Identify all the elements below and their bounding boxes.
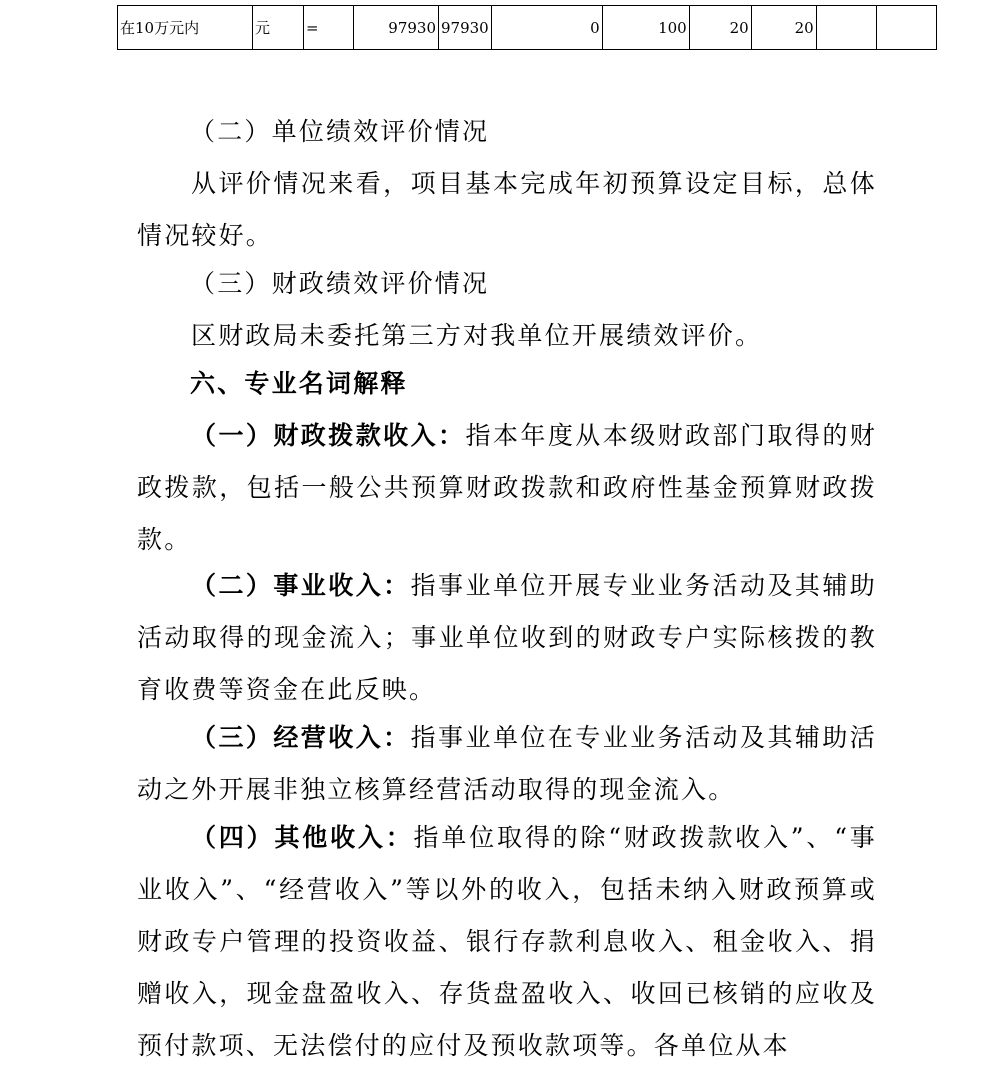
cell-operator: =: [304, 6, 354, 50]
paragraph-unit-evaluation: 从评价情况来看，项目基本完成年初预算设定目标，总体情况较好。: [137, 169, 877, 250]
cell-value-8: [876, 6, 936, 50]
term-definition: 指本年度从本级财政部门取得的财政拨款，包括一般公共预算财政拨款和政府性基金预算财政拨款。: [137, 421, 877, 554]
cell-value-2: 97930: [439, 6, 492, 50]
cell-value-4: 100: [602, 6, 689, 50]
term-label: （四）其他收入：: [191, 823, 414, 852]
term-definition: 指单位取得的除“财政拨款收入”、“事业收入”、“经营收入”等以外的收入，包括未纳入财政预算或财政专户管理的投资收益、银行存款利息收入、租金收入、捐赠收入，现金盘盈收入、存货盘盈收入、收回已核销的应收及预付款项、无法偿付的应付及预收款项等。各单位从本: [137, 823, 877, 1060]
term-paragraph: [137, 410, 877, 566]
term-paragraph: [137, 560, 877, 716]
section-heading-glossary: 六、专业名词解释: [190, 369, 408, 398]
cell-indicator: 在10万元内: [118, 6, 253, 50]
section-title-unit-evaluation: （二）单位绩效评价情况: [190, 117, 490, 146]
term-paragraph: [137, 812, 877, 1072]
term-paragraph: [137, 712, 877, 816]
cell-value-6: 20: [751, 6, 816, 50]
cell-value-1: 97930: [354, 6, 439, 50]
term-label: （三）经营收入：: [191, 723, 411, 752]
cell-value-7: [816, 6, 876, 50]
term-label: （一）财政拨款收入：: [191, 421, 466, 450]
cell-value-3: 0: [491, 6, 602, 50]
term-definition: 指事业单位在专业业务活动及其辅助活动之外开展非独立核算经营活动取得的现金流入。: [137, 723, 878, 804]
table-row: [118, 6, 937, 50]
cell-unit: 元: [253, 6, 304, 50]
term-label: （二）事业收入：: [191, 571, 411, 600]
term-definition: 指事业单位开展专业业务活动及其辅助活动取得的现金流入；事业单位收到的财政专户实际核拨的教育收费等资金在此反映。: [137, 571, 878, 704]
cell-value-5: 20: [689, 6, 751, 50]
paragraph-finance-evaluation: 区财政局未委托第三方对我单位开展绩效评价。: [191, 321, 763, 350]
performance-table: [117, 5, 937, 50]
section-title-finance-evaluation: （三）财政绩效评价情况: [190, 269, 490, 298]
